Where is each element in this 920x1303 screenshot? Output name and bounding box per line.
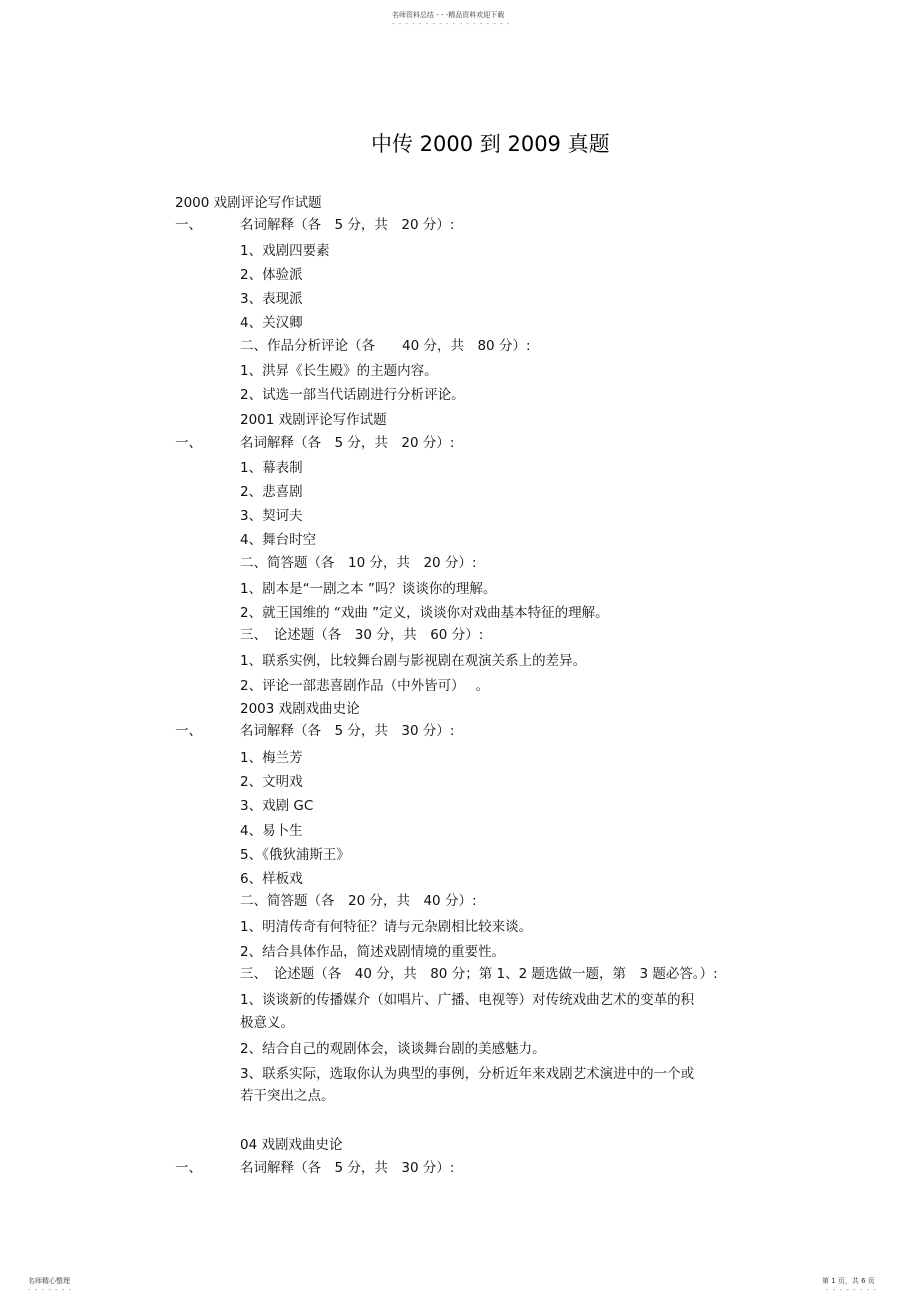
- page-header-text: 名师资料总结 - - -精品资料欢迎下载: [392, 11, 505, 19]
- section-number: 一、: [175, 435, 202, 451]
- question-item: 2、结合自己的观剧体会，谈谈舞台剧的美感魅力。: [240, 1041, 546, 1057]
- question-item: 2、试选一部当代话剧进行分析评论。: [240, 387, 465, 403]
- question-item: 4、舞台时空: [240, 532, 317, 548]
- question-item: 1、联系实例，比较舞台剧与影视剧在观演关系上的差异。: [240, 653, 587, 669]
- question-item-continuation: 若干突出之点。: [240, 1088, 335, 1104]
- question-heading: 名词解释（各 5 分，共 30 分）:: [240, 723, 455, 739]
- footer-left-dots: - - - - - - -: [28, 1286, 73, 1294]
- question-item: 2、就王国维的 “戏曲 ”定义，谈谈你对戏曲基本特征的理解。: [240, 605, 609, 621]
- question-heading: 三、 论述题（各 30 分，共 60 分）:: [240, 627, 484, 643]
- question-item: 5、《俄狄浦斯王》: [240, 847, 350, 863]
- question-item: 1、洪昇《长生殿》的主题内容。: [240, 363, 438, 379]
- section-number: 一、: [175, 723, 202, 739]
- question-item: 3、契诃夫: [240, 508, 303, 524]
- question-heading: 二、简答题（各 10 分，共 20 分）:: [240, 555, 477, 571]
- question-item: 2、体验派: [240, 267, 303, 283]
- question-heading: 名词解释（各 5 分，共 20 分）:: [240, 217, 455, 233]
- section-heading-04: 04 戏剧戏曲史论: [240, 1137, 343, 1153]
- question-heading: 三、 论述题（各 40 分，共 80 分；第 1、2 题选做一题，第 3 题必答。）:: [240, 966, 718, 982]
- section-heading-2000: 2000 戏剧评论写作试题: [175, 195, 322, 211]
- question-item-continuation: 极意义。: [240, 1015, 294, 1031]
- question-item: 3、戏剧 GC: [240, 798, 314, 814]
- page-header-dots: - - - - - - - - - - - - - - - - - -: [392, 20, 511, 28]
- section-number: 一、: [175, 1160, 202, 1176]
- section-heading-2001: 2001 戏剧评论写作试题: [240, 412, 387, 428]
- question-item: 1、梅兰芳: [240, 750, 303, 766]
- footer-right-dots: - - - - - - - -: [826, 1286, 877, 1294]
- question-item: 1、谈谈新的传播媒介（如唱片、广播、电视等）对传统戏曲艺术的变革的积: [240, 992, 695, 1008]
- question-item: 1、剧本是“一剧之本 ”吗？谈谈你的理解。: [240, 581, 497, 597]
- question-item: 3、联系实际，选取你认为典型的事例，分析近年来戏剧艺术演进中的一个或: [240, 1066, 695, 1082]
- question-heading: 二、作品分析评论（各 40 分，共 80 分）:: [240, 338, 531, 354]
- question-item: 4、关汉卿: [240, 315, 303, 331]
- question-item: 2、文明戏: [240, 774, 303, 790]
- question-item: 1、明清传奇有何特征？请与元杂剧相比较来谈。: [240, 919, 533, 935]
- question-item: 1、幕表制: [240, 460, 303, 476]
- section-number: 一、: [175, 217, 202, 233]
- question-item: 6、样板戏: [240, 871, 303, 887]
- question-heading: 二、简答题（各 20 分，共 40 分）:: [240, 893, 477, 909]
- footer-left-text: 名师精心整理: [28, 1277, 70, 1285]
- page-number: 第 1 页，共 6 页: [822, 1277, 875, 1285]
- question-item: 2、结合具体作品，简述戏剧情境的重要性。: [240, 944, 506, 960]
- question-item: 2、悲喜剧: [240, 484, 303, 500]
- section-heading-2003: 2003 戏剧戏曲史论: [240, 701, 360, 717]
- question-item: 3、表现派: [240, 291, 303, 307]
- question-heading: 名词解释（各 5 分，共 20 分）:: [240, 435, 455, 451]
- document-title: 中传 2000 到 2009 真题: [371, 132, 610, 156]
- question-item: 2、评论一部悲喜剧作品（中外皆可） 。: [240, 678, 490, 694]
- question-item: 1、戏剧四要素: [240, 243, 330, 259]
- question-item: 4、易卜生: [240, 823, 303, 839]
- question-heading: 名词解释（各 5 分，共 30 分）:: [240, 1160, 455, 1176]
